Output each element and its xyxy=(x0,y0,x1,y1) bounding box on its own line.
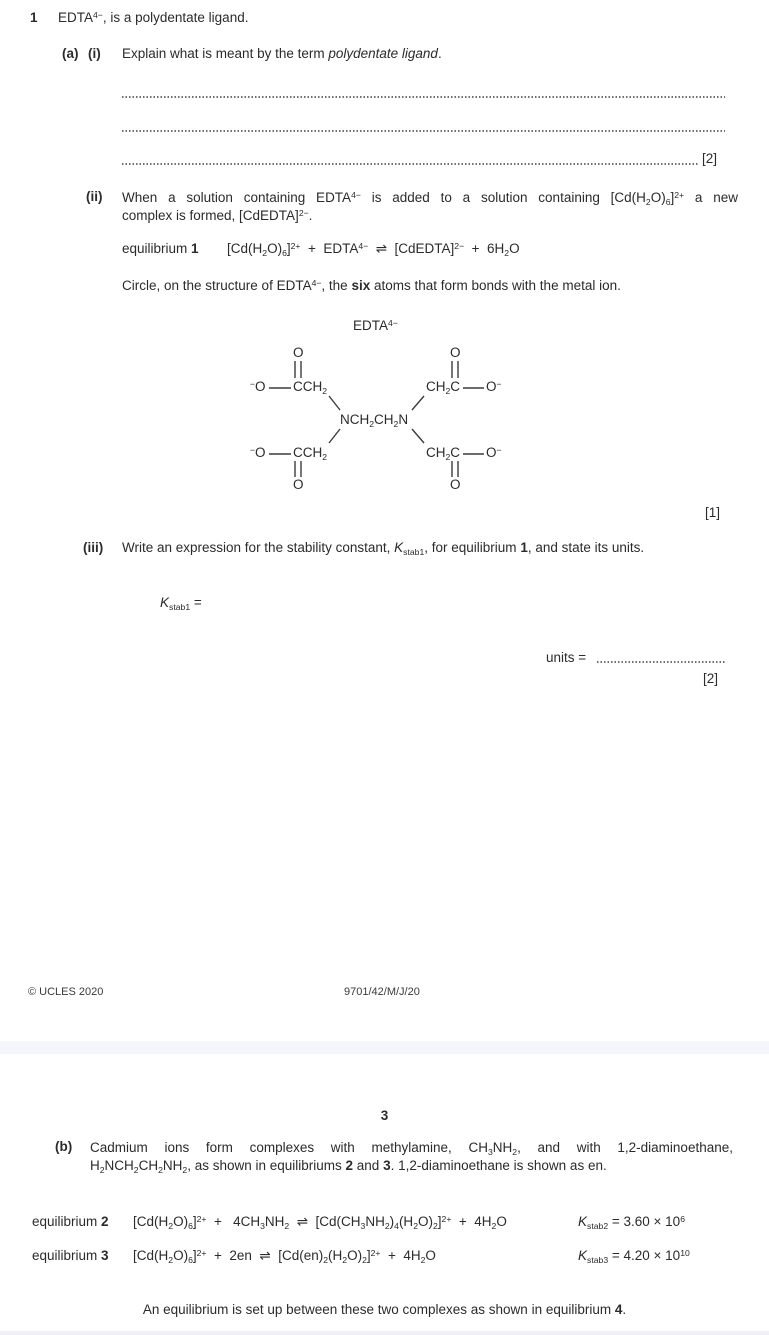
page-number: 3 xyxy=(380,1108,389,1123)
double-bond-bottom-right xyxy=(452,461,458,477)
circle-instruction: Circle, on the structure of $EDTA^{4-}$, the six atoms that form bonds with the metal ion. xyxy=(122,277,621,293)
question-intro: $EDTA^{4-}$, is a polydentate ligand. xyxy=(58,9,249,25)
oxygen-atom-bottom-left: O xyxy=(293,477,304,492)
double-bond-top-left xyxy=(295,361,301,378)
carboxylate-o-bottom-left: −O xyxy=(250,444,266,460)
edta-structure-title: $EDTA^{4-}$ xyxy=(353,317,398,333)
bond-n-ch2-bottom-left xyxy=(329,429,340,443)
bond-ch2-n-top-right xyxy=(412,396,424,410)
units-answer-line[interactable] xyxy=(597,661,725,663)
part-i-mark: [2] xyxy=(702,151,718,166)
part-i-label: (i) xyxy=(88,46,101,61)
equilibrium-2-label: equilibrium 2 xyxy=(32,1214,109,1229)
closing-statement: An equilibrium is set up between these two complexes as shown in equilibrium 4. xyxy=(142,1302,627,1317)
equilibrium-3-equation: $[Cd(H_2O)_6]^{2+} + 2en$ ⇌ $[Cd(en)_2(H_2O)_2]^{2+} + 4H_2O$ xyxy=(133,1247,436,1265)
equilibrium-2-kstab-value: $K_{stab2} = 3.60 \times 10^6$ xyxy=(578,1213,685,1231)
answer-line-2[interactable] xyxy=(122,130,725,132)
backbone-nch2ch2n: $NCH_2CH_2N$ xyxy=(340,412,409,429)
arm-top-left-cch2: $CCH_2$ xyxy=(293,379,328,396)
double-bond-bottom-left xyxy=(295,461,301,477)
oxygen-atom-top-left: O xyxy=(293,345,304,360)
part-iii-label: (iii) xyxy=(83,540,104,555)
units-label: units = xyxy=(546,650,590,665)
part-b-text-line1: Cadmium ions form complexes with methylamine, $CH_3NH_2$, and with 1,2-diaminoethane, xyxy=(90,1140,733,1157)
kstab1-prompt: $K_{stab1}$ = xyxy=(160,595,202,612)
bond-n-ch2-bottom-right xyxy=(412,429,424,443)
carboxylate-o-top-left: −O xyxy=(250,378,266,394)
carboxylate-o-bottom-right: O− xyxy=(486,444,502,460)
part-iii-question: Write an expression for the stability constant, $K_{stab1}$, for equilibrium 1, and state its units. xyxy=(122,540,645,557)
equilibrium-3-label: equilibrium 3 xyxy=(32,1248,109,1263)
page-separator-band xyxy=(0,1041,769,1054)
part-b-label: (b) xyxy=(55,1139,73,1154)
copyright-notice: © UCLES 2020 xyxy=(28,986,104,998)
answer-line-3[interactable] xyxy=(122,163,698,165)
arm-bottom-left-cch2: $CCH_2$ xyxy=(293,445,328,462)
arm-bottom-right-ch2c: $CH_2C$ xyxy=(426,445,461,462)
bottom-edge-band xyxy=(0,1331,769,1335)
answer-line-1[interactable] xyxy=(122,96,725,98)
part-b-text-line2: $H_2NCH_2CH_2NH_2$, as shown in equilibriums 2 and 3. 1,2-diaminoethane is shown as en. xyxy=(90,1158,607,1175)
part-ii-mark: [1] xyxy=(705,505,721,520)
part-ii-text-line2: complex is formed, [CdEDTA]$^{2-}$. xyxy=(122,207,313,223)
oxygen-atom-bottom-right: O xyxy=(450,477,461,492)
part-ii-label: (ii) xyxy=(86,189,103,204)
bond-ch2-n-top-left xyxy=(329,396,340,410)
part-ii-text-line1: When a solution containing $EDTA^{4-}$ is added to a solution containing $[Cd(H_2O)_6]^{2+}$ a new xyxy=(122,189,738,207)
paper-code: 9701/42/M/J/20 xyxy=(344,986,420,998)
question-number: 1 xyxy=(30,10,38,25)
carboxylate-o-top-right: O− xyxy=(486,378,502,394)
equilibrium-1-equation: $[Cd(H_2O)_6]^{2+}$ + $EDTA^{4-}$ ⇌ [CdEDTA]$^{2-}$ + $6H_2O$ xyxy=(227,240,520,258)
equilibrium-3-kstab-value: $K_{stab3} = 4.20 \times 10^{10}$ xyxy=(578,1247,690,1265)
part-iii-mark: [2] xyxy=(703,671,719,686)
double-bond-top-right xyxy=(452,361,458,378)
equilibrium-2-equation: $[Cd(H_2O)_6]^{2+} + 4CH_3NH_2$ ⇌ $[Cd(CH_3NH_2)_4(H_2O)_2]^{2+} + 4H_2O$ xyxy=(133,1213,507,1231)
part-i-question: Explain what is meant by the term polydentate ligand. xyxy=(122,46,442,61)
oxygen-atom-top-right: O xyxy=(450,345,461,360)
arm-top-right-ch2c: $CH_2C$ xyxy=(426,379,461,396)
part-a-label: (a) xyxy=(62,46,79,61)
bond-lines xyxy=(0,0,769,520)
equilibrium-1-label: equilibrium 1 xyxy=(122,241,199,256)
